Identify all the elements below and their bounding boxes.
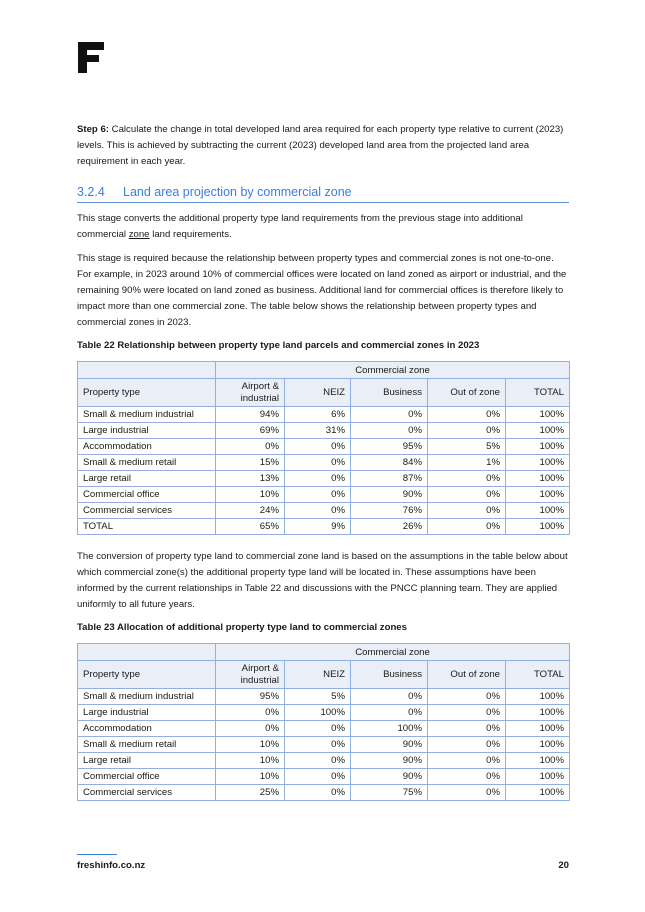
value-cell: 0% bbox=[216, 705, 285, 721]
header-blank-cell bbox=[78, 362, 216, 379]
value-cell: 0% bbox=[285, 753, 351, 769]
row-label-cell: Accommodation bbox=[78, 439, 216, 455]
column-header: Business bbox=[351, 661, 428, 689]
row-label-cell: Commercial services bbox=[78, 503, 216, 519]
value-cell: 100% bbox=[506, 737, 570, 753]
value-cell: 90% bbox=[351, 769, 428, 785]
value-cell: 0% bbox=[285, 487, 351, 503]
table-row bbox=[78, 439, 570, 455]
table-row bbox=[78, 471, 570, 487]
row-label-cell: Small & medium retail bbox=[78, 455, 216, 471]
value-cell: 95% bbox=[216, 689, 285, 705]
value-cell: 5% bbox=[285, 689, 351, 705]
value-cell: 0% bbox=[428, 519, 506, 535]
value-cell: 31% bbox=[285, 423, 351, 439]
table-row bbox=[78, 423, 570, 439]
row-label-cell: Large industrial bbox=[78, 423, 216, 439]
value-cell: 0% bbox=[285, 439, 351, 455]
value-cell: 94% bbox=[216, 407, 285, 423]
value-cell: 84% bbox=[351, 455, 428, 471]
value-cell: 0% bbox=[428, 423, 506, 439]
column-header: TOTAL bbox=[506, 379, 570, 407]
value-cell: 25% bbox=[216, 785, 285, 801]
value-cell: 0% bbox=[285, 455, 351, 471]
row-label-cell: TOTAL bbox=[78, 519, 216, 535]
value-cell: 10% bbox=[216, 737, 285, 753]
section-heading bbox=[77, 184, 569, 203]
commercial-zone-header: Commercial zone bbox=[216, 362, 570, 379]
table-row bbox=[78, 705, 570, 721]
value-cell: 69% bbox=[216, 423, 285, 439]
page-number: 20 bbox=[558, 860, 569, 871]
value-cell: 5% bbox=[428, 439, 506, 455]
table-row bbox=[78, 753, 570, 769]
row-label-cell: Large retail bbox=[78, 471, 216, 487]
value-cell: 100% bbox=[506, 471, 570, 487]
value-cell: 6% bbox=[285, 407, 351, 423]
value-cell: 15% bbox=[216, 455, 285, 471]
value-cell: 10% bbox=[216, 487, 285, 503]
table-row bbox=[78, 407, 570, 423]
value-cell: 100% bbox=[506, 423, 570, 439]
column-header: NEIZ bbox=[285, 379, 351, 407]
table-row bbox=[78, 769, 570, 785]
value-cell: 65% bbox=[216, 519, 285, 535]
value-cell: 100% bbox=[506, 785, 570, 801]
step-6-paragraph bbox=[77, 122, 569, 170]
footer-rule bbox=[77, 854, 117, 855]
relationship-paragraph: This stage is required because the relationship between property types and commercial zones is not one-to-one. For example, in 2023 around 10% of commercial offices were located on land zoned as airport or industrial, and the remaining 90% were located on land zoned as business. Additional land for commercial offices is therefore likely to impact more than one commercial zone. The table below shows the relationship between property types and commercial zones in 2023. bbox=[77, 253, 567, 328]
table-23-body bbox=[78, 689, 570, 801]
table-header-row bbox=[78, 379, 570, 407]
value-cell: 0% bbox=[285, 471, 351, 487]
value-cell: 100% bbox=[506, 487, 570, 503]
table-row bbox=[78, 455, 570, 471]
value-cell: 75% bbox=[351, 785, 428, 801]
table-row bbox=[78, 785, 570, 801]
row-label-cell: Large industrial bbox=[78, 705, 216, 721]
row-label-cell: Small & medium industrial bbox=[78, 689, 216, 705]
conversion-paragraph: The conversion of property type land to commercial zone land is based on the assumptions in the table below about which commercial zone(s) the additional property type land will be located in. These assumptions have been informed by the current relationships in Table 22 and discussions with the PNCC planning team. They are applied uniformly to all future years. bbox=[77, 551, 568, 610]
row-label-cell: Large retail bbox=[78, 753, 216, 769]
value-cell: 0% bbox=[428, 737, 506, 753]
intro-text-underlined: zone bbox=[128, 229, 150, 240]
table-22-caption: Table 22 Relationship between property type land parcels and commercial zones in 2023 bbox=[77, 340, 480, 351]
intro-text-end: land requirements. bbox=[149, 229, 232, 240]
value-cell: 0% bbox=[428, 471, 506, 487]
value-cell: 0% bbox=[285, 737, 351, 753]
value-cell: 0% bbox=[216, 721, 285, 737]
value-cell: 100% bbox=[506, 689, 570, 705]
step-6-text: Calculate the change in total developed land area required for each property type relative to current (2023) levels. This is achieved by subtracting the current (2023) developed land area from the projected land area requirement in each year. bbox=[77, 124, 564, 167]
value-cell: 0% bbox=[428, 721, 506, 737]
value-cell: 0% bbox=[428, 785, 506, 801]
column-header: Property type bbox=[78, 379, 216, 407]
column-header: Airport & industrial bbox=[216, 661, 285, 689]
table-header-row bbox=[78, 362, 570, 379]
fresh-info-logo-icon bbox=[78, 42, 104, 73]
value-cell: 100% bbox=[506, 503, 570, 519]
value-cell: 100% bbox=[506, 519, 570, 535]
value-cell: 90% bbox=[351, 753, 428, 769]
table-row bbox=[78, 487, 570, 503]
column-header: Property type bbox=[78, 661, 216, 689]
row-label-cell: Accommodation bbox=[78, 721, 216, 737]
value-cell: 100% bbox=[351, 721, 428, 737]
table-23-caption: Table 23 Allocation of additional property type land to commercial zones bbox=[77, 622, 407, 633]
row-label-cell: Small & medium retail bbox=[78, 737, 216, 753]
step-6-label: Step 6: bbox=[77, 124, 109, 135]
value-cell: 100% bbox=[506, 753, 570, 769]
value-cell: 87% bbox=[351, 471, 428, 487]
value-cell: 0% bbox=[216, 439, 285, 455]
value-cell: 0% bbox=[351, 407, 428, 423]
table-22 bbox=[77, 361, 570, 535]
value-cell: 0% bbox=[351, 423, 428, 439]
footer-site: freshinfo.co.nz bbox=[77, 860, 146, 871]
value-cell: 0% bbox=[428, 705, 506, 721]
table-header-row bbox=[78, 644, 570, 661]
value-cell: 26% bbox=[351, 519, 428, 535]
value-cell: 100% bbox=[506, 455, 570, 471]
table-row bbox=[78, 519, 570, 535]
header-blank-cell bbox=[78, 644, 216, 661]
value-cell: 10% bbox=[216, 769, 285, 785]
table-row bbox=[78, 689, 570, 705]
table-row bbox=[78, 737, 570, 753]
value-cell: 0% bbox=[428, 487, 506, 503]
value-cell: 0% bbox=[428, 407, 506, 423]
row-label-cell: Commercial office bbox=[78, 769, 216, 785]
page-content bbox=[77, 122, 569, 801]
value-cell: 76% bbox=[351, 503, 428, 519]
column-header: Airport & industrial bbox=[216, 379, 285, 407]
intro-text-start: This stage converts the additional property type land requirements from the previous stage into additional commercial bbox=[77, 213, 523, 240]
value-cell: 0% bbox=[428, 689, 506, 705]
intro-paragraph bbox=[77, 211, 569, 243]
value-cell: 9% bbox=[285, 519, 351, 535]
column-header: Business bbox=[351, 379, 428, 407]
section-title: Land area projection by commercial zone bbox=[123, 185, 352, 199]
value-cell: 100% bbox=[506, 407, 570, 423]
value-cell: 100% bbox=[506, 769, 570, 785]
value-cell: 90% bbox=[351, 737, 428, 753]
section-number: 3.2.4 bbox=[77, 185, 105, 199]
value-cell: 13% bbox=[216, 471, 285, 487]
row-label-cell: Small & medium industrial bbox=[78, 407, 216, 423]
value-cell: 0% bbox=[351, 705, 428, 721]
value-cell: 0% bbox=[428, 503, 506, 519]
value-cell: 100% bbox=[506, 721, 570, 737]
value-cell: 0% bbox=[285, 721, 351, 737]
value-cell: 0% bbox=[285, 769, 351, 785]
row-label-cell: Commercial services bbox=[78, 785, 216, 801]
value-cell: 0% bbox=[351, 689, 428, 705]
table-row bbox=[78, 721, 570, 737]
column-header: Out of zone bbox=[428, 379, 506, 407]
value-cell: 100% bbox=[506, 439, 570, 455]
column-header: TOTAL bbox=[506, 661, 570, 689]
commercial-zone-header: Commercial zone bbox=[216, 644, 570, 661]
value-cell: 10% bbox=[216, 753, 285, 769]
table-23 bbox=[77, 643, 570, 801]
value-cell: 24% bbox=[216, 503, 285, 519]
column-header: NEIZ bbox=[285, 661, 351, 689]
value-cell: 100% bbox=[285, 705, 351, 721]
value-cell: 0% bbox=[285, 503, 351, 519]
value-cell: 1% bbox=[428, 455, 506, 471]
value-cell: 90% bbox=[351, 487, 428, 503]
table-row bbox=[78, 503, 570, 519]
column-header: Out of zone bbox=[428, 661, 506, 689]
value-cell: 0% bbox=[428, 753, 506, 769]
value-cell: 100% bbox=[506, 705, 570, 721]
value-cell: 0% bbox=[428, 769, 506, 785]
table-header-row bbox=[78, 661, 570, 689]
value-cell: 0% bbox=[285, 785, 351, 801]
table-22-body bbox=[78, 407, 570, 535]
value-cell: 95% bbox=[351, 439, 428, 455]
row-label-cell: Commercial office bbox=[78, 487, 216, 503]
